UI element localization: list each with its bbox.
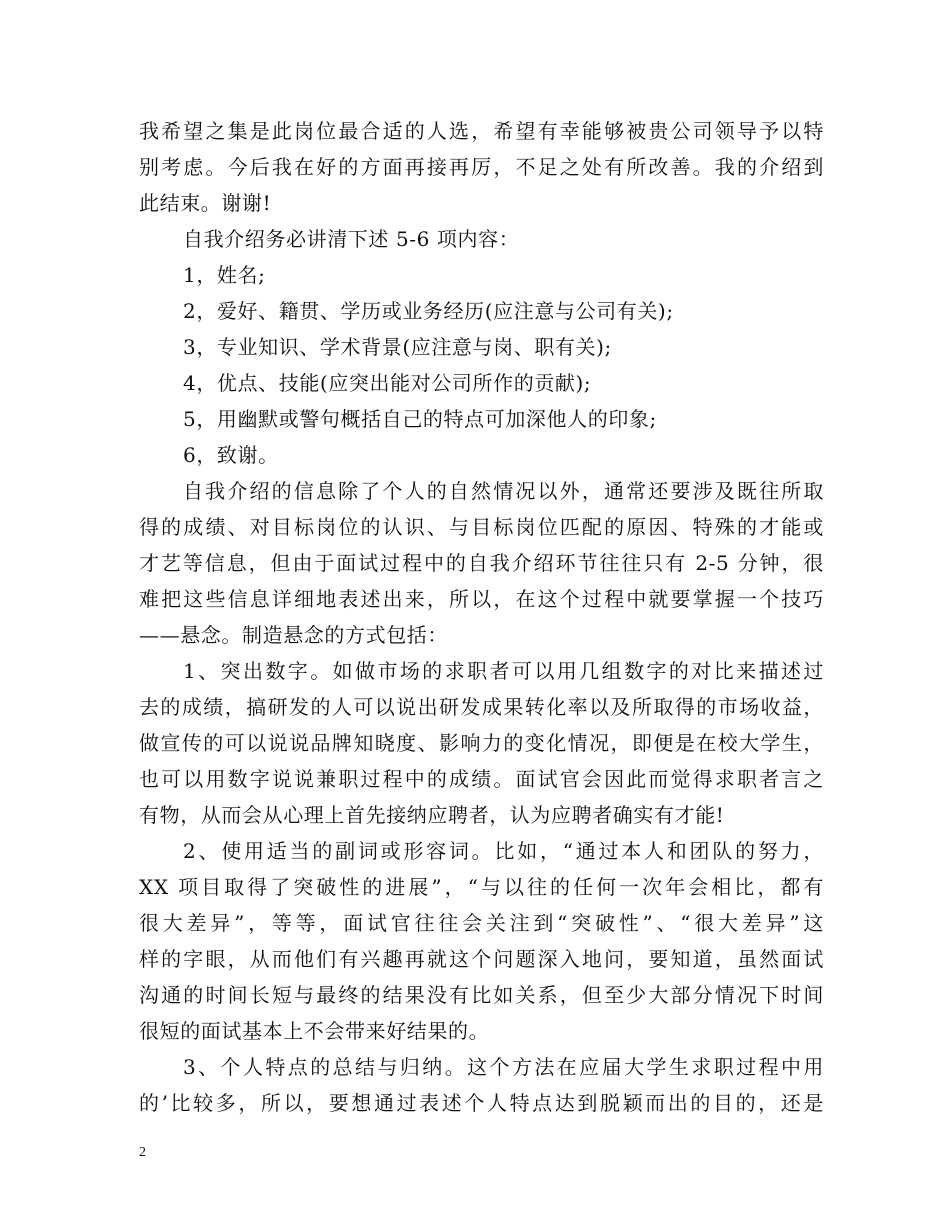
text-line: 很大差异”，等等，面试官往往会关注到“突破性”、“很大差异”这 xyxy=(139,911,824,935)
text-line: 很短的面试基本上不会带来好结果的。 xyxy=(139,1019,490,1043)
text-line: 才艺等信息，但由于面试过程中的自我介绍环节往往只有 2-5 分钟，很 xyxy=(139,551,824,575)
text-line: 1、突出数字。如做市场的求职者可以用几组数字的对比来描述过 xyxy=(183,659,824,683)
list-item: 3，专业知识、学术背景(应注意与岗、职有关); xyxy=(183,335,612,359)
text-line: 3、个人特点的总结与归纳。这个方法在应届大学生求职过程中用 xyxy=(183,1055,824,1079)
text-line: 也可以用数字说说兼职过程中的成绩。面试官会因此而觉得求职者言之 xyxy=(139,767,824,791)
text-line: 2、使用适当的副词或形容词。比如，“通过本人和团队的努力， xyxy=(183,839,824,863)
text-line: 沟通的时间长短与最终的结果没有比如关系，但至少大部分情况下时间 xyxy=(139,983,824,1007)
list-item: 1，姓名; xyxy=(183,263,266,287)
text-line: 去的成绩，搞研发的人可以说出研发成果转化率以及所取得的市场收益， xyxy=(139,695,824,719)
text-line: 自我介绍的信息除了个人的自然情况以外，通常还要涉及既往所取 xyxy=(183,479,824,503)
text-line: 自我介绍务必讲清下述 5-6 项内容： xyxy=(183,227,520,251)
text-line: 的’比较多，所以，要想通过表述个人特点达到脱颖而出的目的，还是 xyxy=(139,1091,824,1115)
list-item: 2，爱好、籍贯、学历或业务经历(应注意与公司有关); xyxy=(183,299,674,323)
list-item: 5，用幽默或警句概括自己的特点可加深他人的印象; xyxy=(183,407,657,431)
page-number: 2 xyxy=(139,1145,146,1160)
list-item: 6，致谢。 xyxy=(183,443,279,467)
text-line: 有物，从而会从心理上首先接纳应聘者，认为应聘者确实有才能! xyxy=(139,803,725,827)
text-line: XX 项目取得了突破性的进展”，“与以往的任何一次年会相比，都有 xyxy=(139,875,824,899)
text-line: 别考虑。今后我在好的方面再接再厉，不足之处有所改善。我的介绍到 xyxy=(139,155,824,179)
text-line: 此结束。谢谢! xyxy=(139,191,272,215)
text-line: ——悬念。制造悬念的方式包括： xyxy=(139,623,448,647)
text-line: 得的成绩、对目标岗位的认识、与目标岗位匹配的原因、特殊的才能或 xyxy=(139,515,824,539)
text-line: 做宣传的可以说说品牌知晓度、影响力的变化情况，即便是在校大学生， xyxy=(139,731,824,755)
text-line: 样的字眼，从而他们有兴趣再就这个问题深入地问，要知道，虽然面试 xyxy=(139,947,824,971)
text-line: 我希望之集是此岗位最合适的人选，希望有幸能够被贵公司领导予以特 xyxy=(139,119,824,143)
text-line: 难把这些信息详细地表述出来，所以，在这个过程中就要掌握一个技巧 xyxy=(139,587,824,611)
body-text xyxy=(139,113,824,1121)
list-item: 4，优点、技能(应突出能对公司所作的贡献); xyxy=(183,371,592,395)
